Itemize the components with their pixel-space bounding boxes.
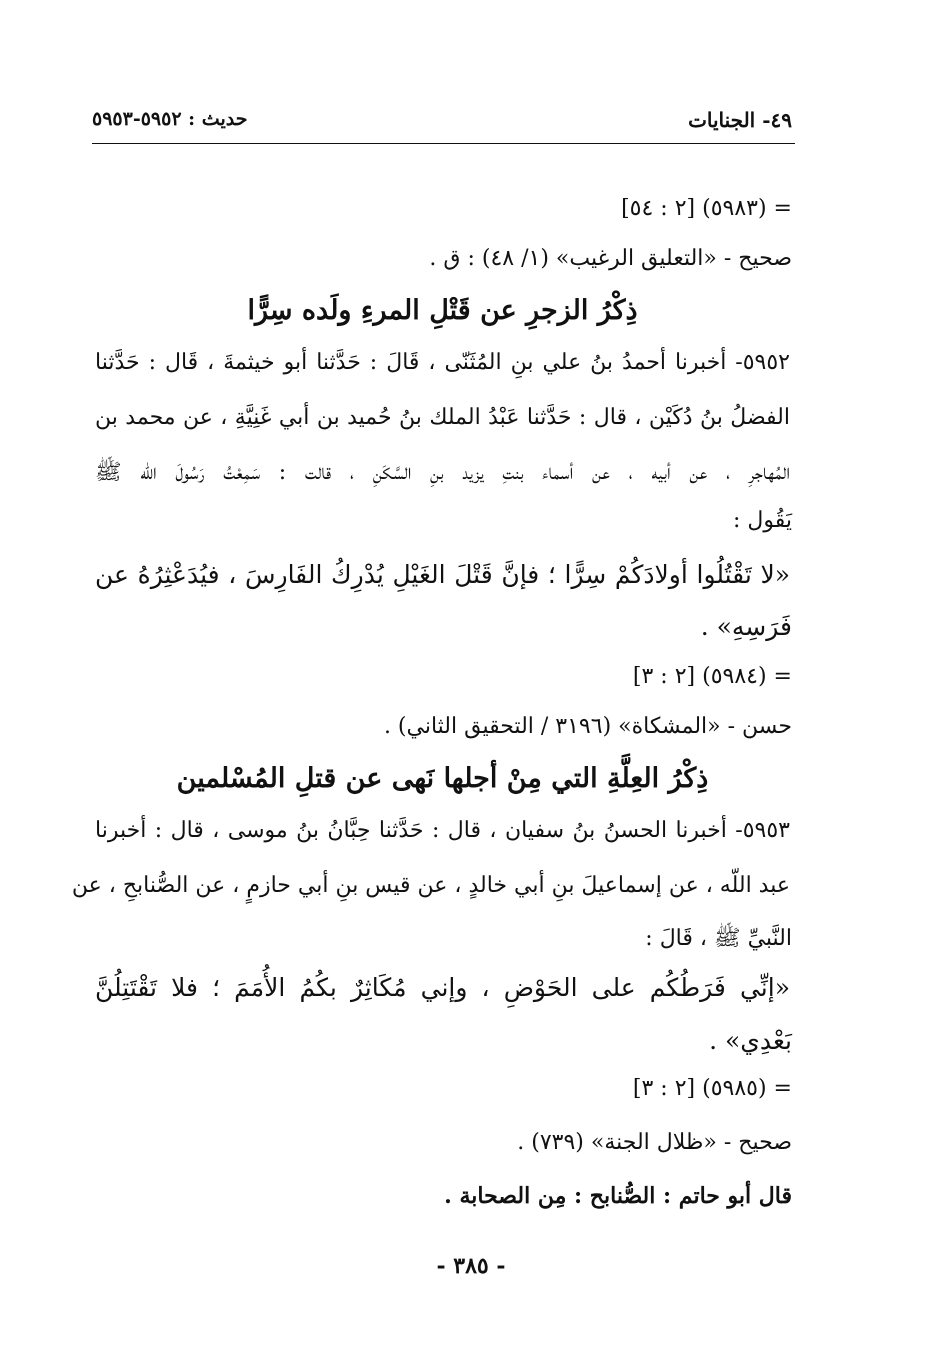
isnad-line: المُهاجرِ ، عن أبيه ، عن أسماء بنتِ يزيد بنِ السَّكَنِ ، قالت : سَمِعْتُ رَسُولَ اللّه ﷺ bbox=[95, 460, 790, 485]
section-heading: ذِكْرُ العِلَّةِ التي مِنْ أجلها نَهى عن قتلِ المُسْلمين bbox=[176, 763, 709, 794]
isnad-line: النَّبيِّ ﷺ ، قَالَ : bbox=[645, 926, 792, 951]
hadith-range: حديث : ٥٩٥٢-٥٩٥٣ bbox=[92, 108, 248, 130]
hadith-matn: «إنِّي فَرَطُكُم على الحَوْضِ ، وإني مُكَاثِرٌ بكُمُ الأُمَمَ ؛ فلا تَقْتَتِلُنَّ bbox=[95, 973, 790, 1002]
grading-line: حسن - «المشكاة» (٣١٩٦ / التحقيق الثاني) . bbox=[383, 714, 792, 739]
cross-reference: = (٥٩٨٥) [٢ : ٣] bbox=[632, 1076, 792, 1101]
cross-reference: = (٥٩٨٤) [٢ : ٣] bbox=[632, 664, 792, 689]
page-number: - ٣٨٥ - bbox=[436, 1253, 506, 1279]
note-line: قال أبو حاتم : الصُّنابح : مِن الصحابة . bbox=[444, 1183, 792, 1209]
isnad-line: الفضلُ بنُ دُكَيْن ، قال : حَدَّثنا عَبْدُ الملك بنُ حُميد بن أبي غَنِيَّةِ ، عن محمد بن bbox=[95, 405, 790, 430]
chapter-title: ٤٩- الجنايات bbox=[688, 108, 792, 132]
cross-reference: = (٥٩٨٣) [٢ : ٥٤] bbox=[621, 196, 792, 221]
hadith-matn: «لا تَقْتُلُوا أولادَكُمْ سِرًّا ؛ فإنَّ قَتْلَ الغَيْلِ يُدْرِكُ الفَارِسَ ، فيُدَعْثِرُهُ عن bbox=[95, 560, 790, 589]
isnad-line: ٥٩٥٢- أخبرنا أحمدُ بنُ علي بنِ المُثَنّى ، قَالَ : حَدَّثنا أبو خيثمةَ ، قَال : حَدَّثنا bbox=[95, 350, 790, 375]
isnad-line: ٥٩٥٣- أخبرنا الحسنُ بنُ سفيان ، قال : حَدَّثنا حِبَّانُ بنُ موسى ، قال : أخبرنا bbox=[95, 818, 790, 843]
isnad-line: عبد اللّه ، عن إسماعيلَ بنِ أبي خالدٍ ، عن قيس بنِ أبي حازمٍ ، عن الصُّنابحِ ، عن bbox=[71, 873, 790, 898]
header-rule bbox=[92, 143, 795, 144]
running-header bbox=[92, 108, 792, 142]
isnad-line: يَقُول : bbox=[732, 508, 792, 533]
grading-line: صحيح - «التعليق الرغيب» (١/ ٤٨) : ق . bbox=[429, 246, 792, 271]
grading-line: صحيح - «ظلال الجنة» (٧٣٩) . bbox=[517, 1130, 792, 1155]
section-heading: ذِكْرُ الزجرِ عن قَتْلِ المرءِ ولَده سِرًّا bbox=[247, 295, 638, 326]
hadith-matn: فَرَسِهِ» . bbox=[700, 612, 792, 641]
hadith-matn: بَعْدِي» . bbox=[709, 1026, 792, 1055]
